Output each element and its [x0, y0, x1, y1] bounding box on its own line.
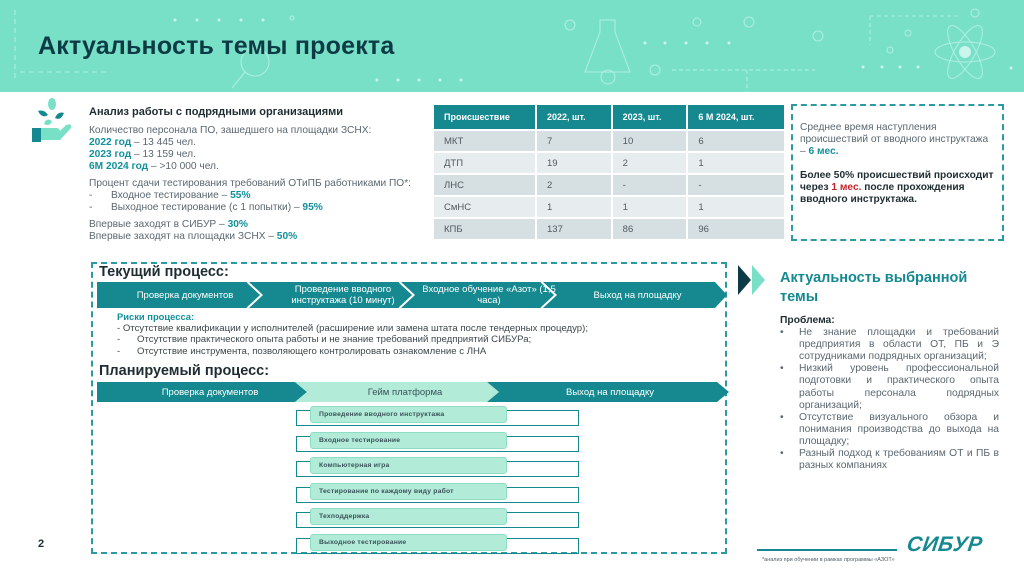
table-cell: 6 [688, 131, 784, 151]
footer-divider [757, 549, 897, 551]
platform-item: Тестирование по каждому виду работ [296, 483, 579, 503]
contractor-analysis [89, 106, 434, 243]
current-step-check-docs: Проверка документов [136, 289, 234, 301]
current-step-induction: Проведение вводного инструктажа (10 минут) [291, 284, 395, 306]
table-cell: - [613, 175, 687, 195]
table-cell: 137 [537, 219, 611, 239]
risks-heading: Риски процесса: [117, 311, 195, 322]
table-row [434, 131, 784, 151]
double-arrow-icon [738, 265, 778, 295]
table-header-row [434, 105, 784, 129]
table-cell: 2 [537, 175, 611, 195]
platform-item: Входное тестирование [296, 432, 579, 452]
table-cell: - [688, 175, 784, 195]
problem-item: • Отсутствие визуального обзора и понимания производства до выхода на площадку; [780, 411, 999, 447]
platform-item: Выходное тестирование [296, 534, 579, 554]
column-header: 2023, шт. [613, 105, 687, 129]
table-cell: 1 [688, 197, 784, 217]
risk-item: - Отсутствие практического опыта работы и не знание требований предприятий СИБУРа; [117, 334, 532, 345]
planned-process-title: Планируемый процесс: [99, 363, 270, 379]
table-cell: ДТП [434, 153, 535, 173]
year-row: 2022 год – 13 445 чел. [89, 137, 196, 148]
testing-item: - Выходное тестирование (с 1 попытки) – 95% [89, 202, 323, 213]
testing-item: - Входное тестирование – 55% [89, 190, 251, 201]
analysis-heading: Анализ работы с подрядными организациями [89, 106, 344, 118]
table-cell: 86 [613, 219, 687, 239]
table-cell: 19 [537, 153, 611, 173]
incident-timing-note [791, 104, 1004, 241]
table-cell: ЛНС [434, 175, 535, 195]
first-time-row: Впервые заходят на площадки ЗСНХ – 50% [89, 231, 298, 242]
header-banner [0, 0, 1024, 92]
platform-item: Проведение вводного инструктажа [296, 406, 579, 426]
table-cell: СмНС [434, 197, 535, 217]
table-row [434, 197, 784, 217]
table-row [434, 153, 784, 173]
platform-item: Техподдержка [296, 508, 579, 528]
table-cell: 10 [613, 131, 687, 151]
table-cell: 1 [613, 197, 687, 217]
first-time-row: Впервые заходят в СИБУР – 30% [89, 219, 248, 230]
table-cell: 1 [537, 197, 611, 217]
table-cell: КПБ [434, 219, 535, 239]
relevance-title: Актуальность выбранной темы [780, 270, 968, 305]
risk-item: - Отсутствие квалификации у исполнителей (расширение или замена штата после тендерных процедур); [117, 322, 588, 334]
risk-item: - Отсутствие инструмента, позволяющего контролировать ознакомление с ЛНА [117, 345, 487, 357]
problem-item: • Не знание площадки и требований предприятия в области ОТ, ПБ и Э сотрудниками подрядных организаций; [780, 327, 999, 363]
page-number: 2 [38, 538, 45, 550]
testing-label: Процент сдачи тестирования требований ОТиПБ работниками ПО*: [89, 178, 412, 189]
page-title: Актуальность темы проекта [38, 32, 395, 60]
planned-step-check-docs: Проверка документов [161, 386, 259, 398]
problem-item: • Разный подход к требованиям ОТ и ПБ в разных компаниях [780, 448, 999, 472]
table-cell: 1 [688, 153, 784, 173]
staff-label: Количество персонала ПО, зашедшего на площадки ЗСНХ: [89, 125, 372, 136]
majority-text: Более 50% происшествий происходит через 1 мес. после прохождения вводного инструктажа. [800, 170, 994, 205]
table-row [434, 175, 784, 195]
planned-step-site-access: Выход на площадку [566, 386, 654, 398]
column-header: 2022, шт. [537, 105, 611, 129]
table-row [434, 219, 784, 239]
year-row: 2023 год – 13 159 чел. [89, 149, 196, 160]
year-row: 6М 2024 год – >10 000 чел. [89, 161, 219, 172]
incidents-table [432, 103, 786, 241]
problem-list [780, 315, 999, 472]
problem-heading: Проблема: [780, 315, 835, 326]
process-risks [117, 311, 637, 357]
current-process-title: Текущий процесс: [99, 264, 229, 280]
current-step-azot-training: Входное обучение «Азот» (1,5 часа) [422, 284, 556, 306]
column-header: Происшествие [434, 105, 535, 129]
table-cell: МКТ [434, 131, 535, 151]
problem-item: • Низкий уровень профессиональной подготовки и практического опыта работы персонала подрядных организаций; [780, 363, 999, 411]
planned-step-game-platform: Гейм платформа [367, 386, 443, 398]
column-header: 6 М 2024, шт. [688, 105, 784, 129]
footnote: *анализ при обучении в рамках программы «АЗОТ» [762, 557, 895, 563]
sibur-logo: СИБУР [905, 533, 985, 556]
hand-plant-icon [30, 97, 74, 143]
table-cell: 96 [688, 219, 784, 239]
avg-time-text: Среднее время наступления происшествий от вводного инструктажа – 6 мес. [800, 122, 989, 157]
platform-item: Компьютерная игра [296, 457, 579, 477]
table-cell: 2 [613, 153, 687, 173]
table-cell: 7 [537, 131, 611, 151]
current-step-site-access: Выход на площадку [593, 289, 682, 301]
